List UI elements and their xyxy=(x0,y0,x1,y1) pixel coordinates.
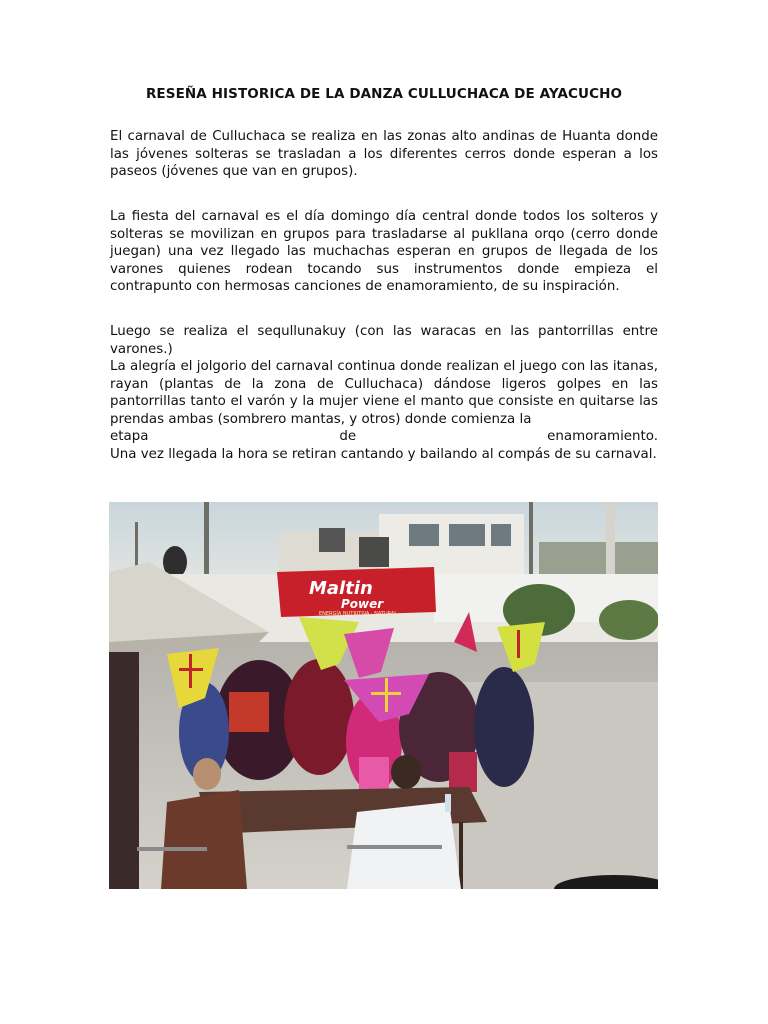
paragraph-fiesta: La fiesta del carnaval es el día domingo día central donde todos los solteros y solteras se movilizan en grupos para trasladarse al pukllana orqo (cerro donde juegan) una vez llegado las muchachas esperan en grupos de llegada de los varones quienes rodean tocando sus instrumentos donde empieza el contrapunto con hermosas canciones de enamoramiento, de su inspiración. xyxy=(110,209,658,295)
banner-brand-text: Maltin xyxy=(309,578,373,599)
document-title: RESEÑA HISTORICA DE LA DANZA CULLUCHACA DE AYACUCHO xyxy=(145,86,623,102)
photo-illustration xyxy=(109,502,658,889)
paragraph-alegria-body: La alegría el jolgorio del carnaval continua donde realizan el juego con las itanas, rayan (plantas de la zona de Culluchaca) dándose ligeros golpes en las pantorrillas tanto el varón y la mujer viene el manto que consiste en quitarse las prendas ambas (sombrero mantas, y otros) donde comienza la xyxy=(110,359,658,427)
banner-brand-subtext: Power xyxy=(341,597,384,611)
banner-tagline: ENERGÍA NUTRITIVA · NATURAL xyxy=(319,611,398,617)
carnival-dance-photo xyxy=(109,502,658,889)
paragraph-alegria xyxy=(110,358,658,446)
paragraph-alegria-last-line: etapa de enamoramiento. xyxy=(110,429,658,445)
paragraph-retiro: Una vez llegada la hora se retiran cantando y bailando al compás de su carnaval. xyxy=(110,447,657,462)
paragraph-intro: El carnaval de Culluchaca se realiza en las zonas alto andinas de Huanta donde las jóvenes solteras se trasladan a los diferentes cerros donde esperan a los paseos (jóvenes que van en grupos). xyxy=(110,129,658,180)
paragraph-sequllunakuy: Luego se realiza el sequllunakuy (con las waracas en las pantorrillas entre varones.) xyxy=(110,324,658,357)
